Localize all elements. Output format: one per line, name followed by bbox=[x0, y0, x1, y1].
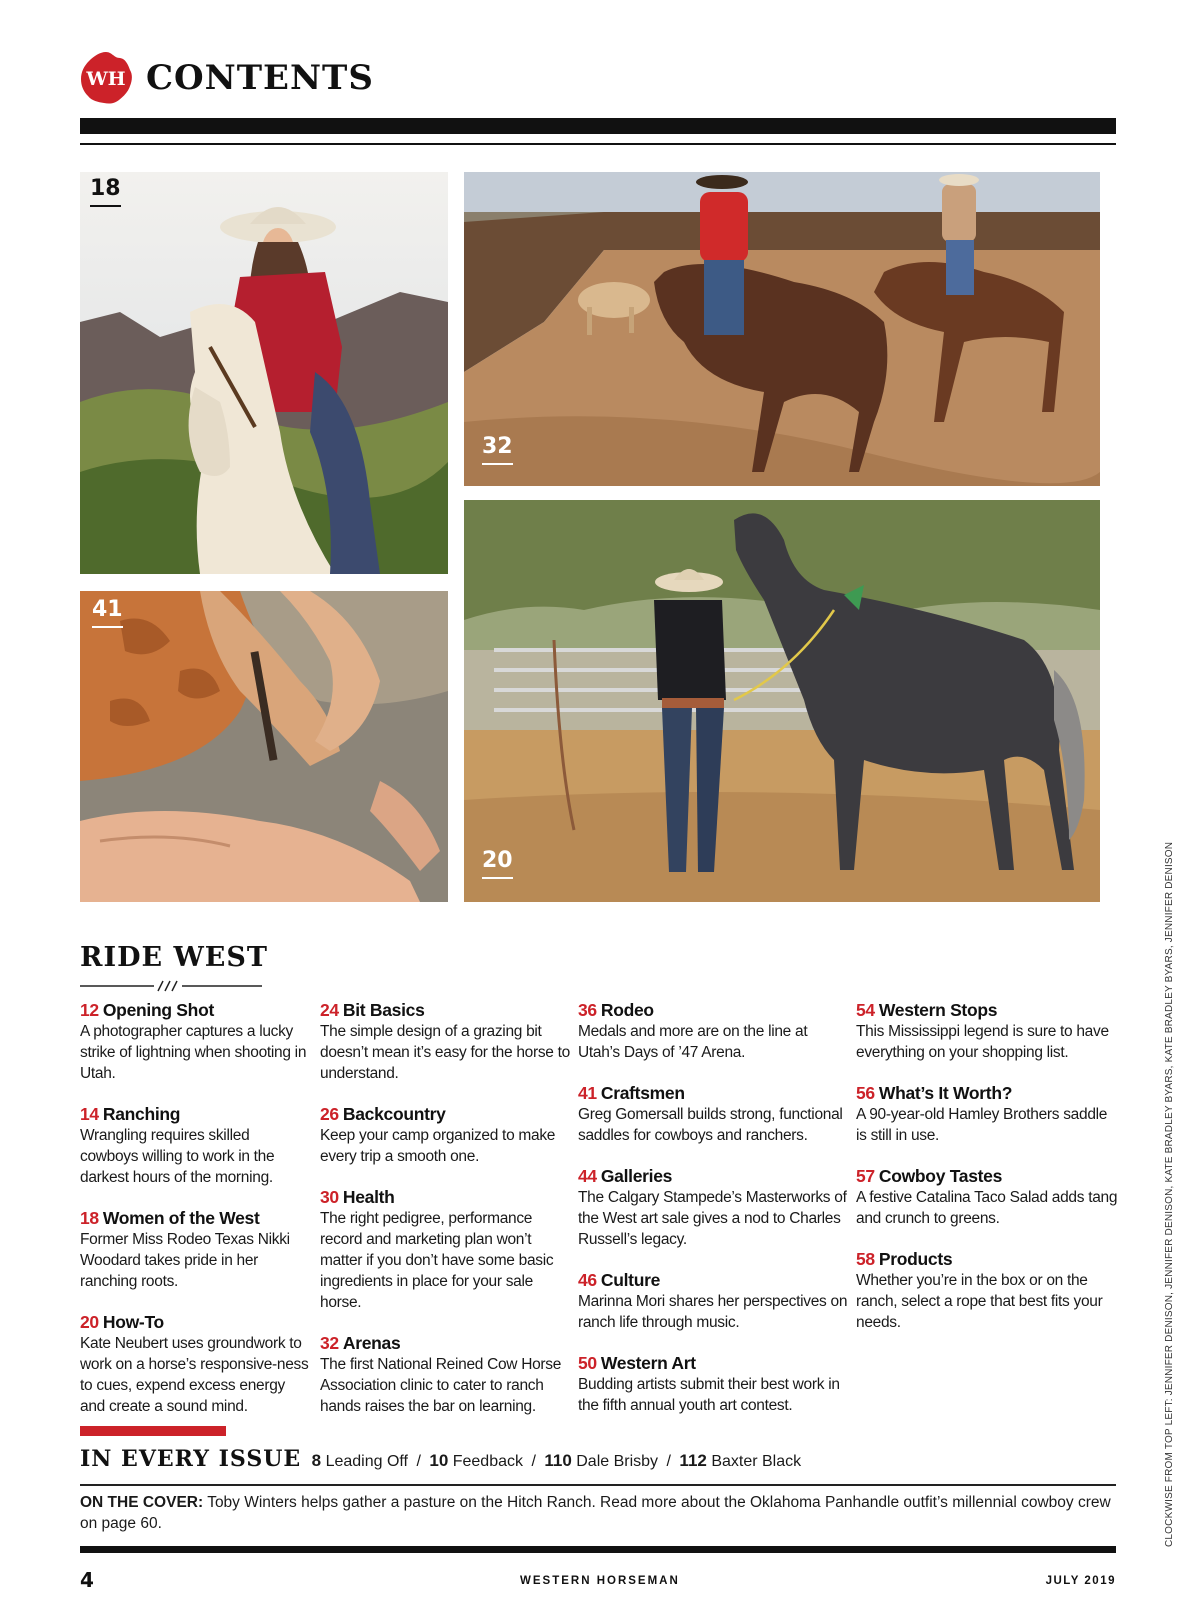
toc-column-1 bbox=[80, 1000, 310, 1437]
toc-entry-title: Women of the West bbox=[102, 1208, 260, 1228]
toc-entry-title: What’s It Worth? bbox=[878, 1083, 1013, 1103]
divider-rule bbox=[80, 1484, 1116, 1486]
photo-page-number: 41 bbox=[92, 597, 123, 622]
toc-entry-title: Western Stops bbox=[878, 1000, 998, 1020]
toc-entry-description: Medals and more are on the line at Utah’s Days of ’47 Arena. bbox=[578, 1023, 808, 1061]
toc-entry-description: A photographer captures a lucky strike of lightning when shooting in Utah. bbox=[80, 1023, 307, 1082]
photo-page-number: 18 bbox=[90, 176, 121, 201]
toc-entry[interactable] bbox=[578, 1270, 850, 1333]
section-title-every-issue: IN EVERY ISSUE bbox=[80, 1446, 302, 1472]
toc-page-number: 57 bbox=[856, 1166, 875, 1186]
toc-entry-description: Wrangling requires skilled cowboys willing to work in the darkest hours of the morning. bbox=[80, 1127, 275, 1186]
toc-column-2 bbox=[320, 1000, 570, 1437]
issue-item[interactable] bbox=[429, 1453, 523, 1470]
toc-page-number: 18 bbox=[80, 1208, 99, 1228]
toc-page-number: 58 bbox=[856, 1249, 875, 1269]
section-divider bbox=[80, 980, 262, 992]
every-issue-line bbox=[80, 1446, 801, 1472]
toc-entry-title: Health bbox=[342, 1187, 395, 1207]
toc-entry[interactable] bbox=[578, 1353, 850, 1416]
toc-entry[interactable] bbox=[578, 1083, 850, 1146]
issue-item[interactable] bbox=[312, 1453, 408, 1470]
toc-column-4 bbox=[856, 1000, 1118, 1353]
issue-page-number: 112 bbox=[679, 1451, 707, 1470]
toc-entry-description: Greg Gomersall builds strong, functional saddles for cowboys and ranchers. bbox=[578, 1106, 843, 1144]
toc-entry[interactable] bbox=[80, 1208, 310, 1292]
toc-entry[interactable] bbox=[578, 1000, 850, 1063]
issue-date: JULY 2019 bbox=[1045, 1575, 1116, 1587]
toc-page-number: 36 bbox=[578, 1000, 597, 1020]
toc-entry[interactable] bbox=[856, 1166, 1118, 1229]
toc-page-number: 26 bbox=[320, 1104, 339, 1124]
toc-entry[interactable] bbox=[320, 1104, 570, 1167]
toc-entry-title: Rodeo bbox=[600, 1000, 654, 1020]
header-rule-thick bbox=[80, 118, 1116, 134]
toc-entry-title: Western Art bbox=[600, 1353, 696, 1373]
wh-logo bbox=[78, 50, 134, 106]
toc-column-3 bbox=[578, 1000, 850, 1436]
toc-entry[interactable] bbox=[80, 1000, 310, 1084]
footer-rule bbox=[80, 1546, 1116, 1553]
issue-label: Leading Off bbox=[325, 1453, 408, 1470]
issue-item[interactable] bbox=[544, 1453, 658, 1470]
toc-page-number: 20 bbox=[80, 1312, 99, 1332]
section-title-ride-west: RIDE WEST bbox=[80, 942, 268, 973]
separator: / bbox=[531, 1453, 536, 1470]
toc-entry-description: The Calgary Stampede’s Masterworks of the West art sale gives a nod to Charles Russell’s legacy. bbox=[578, 1189, 847, 1248]
toc-entry[interactable] bbox=[856, 1000, 1118, 1063]
toc-entry[interactable] bbox=[856, 1249, 1118, 1333]
toc-page-number: 44 bbox=[578, 1166, 597, 1186]
issue-page-number: 8 bbox=[311, 1451, 322, 1470]
toc-entry[interactable] bbox=[578, 1166, 850, 1250]
header-rule-thin bbox=[80, 143, 1116, 145]
toc-entry-description: Former Miss Rodeo Texas Nikki Woodard takes pride in her ranching roots. bbox=[80, 1231, 290, 1290]
toc-entry-title: Cowboy Tastes bbox=[878, 1166, 1003, 1186]
toc-page-number: 56 bbox=[856, 1083, 875, 1103]
photo-craftsmen[interactable] bbox=[80, 591, 448, 902]
photo-credit: CLOCKWISE FROM TOP LEFT: JENNIFER DENISON, JENNIFER DENISON, KATE BRADLEY BYARS, KATE BRADLEY BYARS, JENNIFER DENISON bbox=[1164, 841, 1175, 1547]
toc-entry-description: Kate Neubert uses groundwork to work on a horse’s responsive-ness to cues, expend excess energy and create a sound mind. bbox=[80, 1335, 309, 1415]
toc-page-number: 14 bbox=[80, 1104, 99, 1124]
separator: / bbox=[666, 1453, 671, 1470]
folio-page-number: 4 bbox=[80, 1568, 94, 1592]
toc-entry-title: Arenas bbox=[342, 1333, 401, 1353]
toc-entry-description: Marinna Mori shares her perspectives on ranch life through music. bbox=[578, 1293, 848, 1331]
cover-text: Toby Winters helps gather a pasture on the Hitch Ranch. Read more about the Oklahoma Panhandle outfit’s millennial cowboy crew on page 60. bbox=[80, 1494, 1111, 1532]
toc-entry[interactable] bbox=[320, 1000, 570, 1084]
photo-women-of-the-west[interactable] bbox=[80, 172, 448, 574]
toc-entry-description: A 90-year-old Hamley Brothers saddle is still in use. bbox=[856, 1106, 1108, 1144]
toc-entry[interactable] bbox=[80, 1312, 310, 1417]
logo-lettering: WH bbox=[86, 68, 126, 90]
toc-entry-title: Culture bbox=[600, 1270, 661, 1290]
issue-label: Dale Brisby bbox=[576, 1453, 659, 1470]
toc-page-number: 24 bbox=[320, 1000, 339, 1020]
accent-bar bbox=[80, 1426, 226, 1436]
page-title: CONTENTS bbox=[146, 58, 374, 98]
toc-entry-title: How-To bbox=[102, 1312, 164, 1332]
toc-entry-title: Craftsmen bbox=[600, 1083, 685, 1103]
toc-entry-description: Budding artists submit their best work in the fifth annual youth art contest. bbox=[578, 1376, 840, 1414]
photo-page-number: 20 bbox=[482, 848, 513, 873]
toc-entry-title: Products bbox=[878, 1249, 953, 1269]
magazine-name: WESTERN HORSEMAN bbox=[520, 1575, 680, 1587]
issue-page-number: 110 bbox=[544, 1451, 572, 1470]
toc-entry-description: The first National Reined Cow Horse Association clinic to cater to ranch hands raises the bar on learning. bbox=[320, 1356, 562, 1415]
toc-page-number: 30 bbox=[320, 1187, 339, 1207]
toc-entry-title: Galleries bbox=[600, 1166, 673, 1186]
toc-entry-description: A festive Catalina Taco Salad adds tang and crunch to greens. bbox=[856, 1189, 1118, 1227]
toc-entry[interactable] bbox=[80, 1104, 310, 1188]
issue-label: Baxter Black bbox=[711, 1453, 802, 1470]
toc-entry[interactable] bbox=[856, 1083, 1118, 1146]
toc-entry-description: The right pedigree, performance record and marketing plan won’t matter if you don’t have some basic ingredients in place for your sale horse. bbox=[320, 1210, 554, 1311]
toc-entry[interactable] bbox=[320, 1187, 570, 1313]
toc-entry-title: Opening Shot bbox=[102, 1000, 214, 1020]
cover-caption bbox=[80, 1492, 1116, 1534]
issue-label: Feedback bbox=[452, 1453, 523, 1470]
photo-how-to[interactable] bbox=[464, 500, 1100, 902]
toc-entry-description: Whether you’re in the box or on the ranch, select a rope that best fits your needs. bbox=[856, 1272, 1103, 1331]
toc-page-number: 50 bbox=[578, 1353, 597, 1373]
toc-page-number: 54 bbox=[856, 1000, 875, 1020]
cover-label: ON THE COVER: bbox=[80, 1494, 204, 1511]
separator: / bbox=[416, 1453, 421, 1470]
toc-entry-title: Bit Basics bbox=[342, 1000, 425, 1020]
toc-page-number: 12 bbox=[80, 1000, 99, 1020]
toc-entry-description: This Mississippi legend is sure to have everything on your shopping list. bbox=[856, 1023, 1109, 1061]
issue-item[interactable] bbox=[679, 1453, 801, 1470]
toc-entry-title: Ranching bbox=[102, 1104, 181, 1124]
toc-entry[interactable] bbox=[320, 1333, 570, 1417]
photo-arenas[interactable] bbox=[464, 172, 1100, 486]
photo-page-number: 32 bbox=[482, 434, 513, 459]
toc-page-number: 46 bbox=[578, 1270, 597, 1290]
toc-entry-description: The simple design of a grazing bit doesn’t mean it’s easy for the horse to understand. bbox=[320, 1023, 570, 1082]
issue-page-number: 10 bbox=[429, 1451, 449, 1470]
toc-entry-title: Backcountry bbox=[342, 1104, 446, 1124]
toc-page-number: 41 bbox=[578, 1083, 597, 1103]
toc-page-number: 32 bbox=[320, 1333, 339, 1353]
toc-entry-description: Keep your camp organized to make every trip a smooth one. bbox=[320, 1127, 556, 1165]
